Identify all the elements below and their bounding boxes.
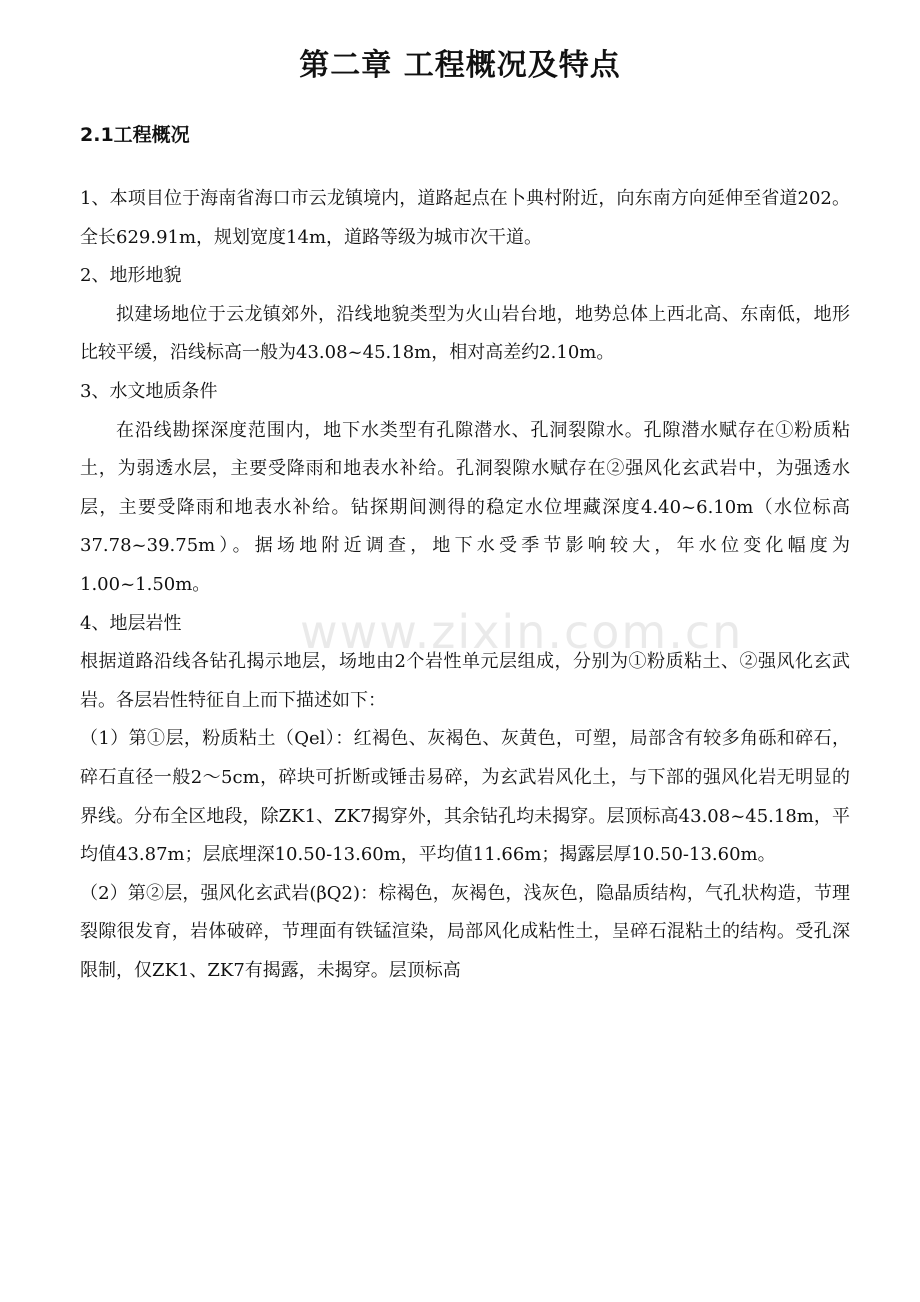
section-heading: 2.1工程概况 (80, 124, 190, 146)
paragraph-layer-1: （1）第①层，粉质粘土（Qel）：红褐色、灰褐色、灰黄色，可塑，局部含有较多角砾和碎石，碎石直径一般2～5cm，碎块可折断或锤击易碎，为玄武岩风化土，与下部的强风化岩无明显的界线。分布全区地段，除ZK1、ZK7揭穿外，其余钻孔均未揭穿。层顶标高43.08~45.18m，平均值43.87m；层底埋深10.50-13.60m，平均值11.66m；揭露层厚10.50-13.60m。 (80, 728, 850, 866)
paragraph-strata-intro: 根据道路沿线各钻孔揭示地层，场地由2个岩性单元层组成，分别为①粉质粘土、②强风化玄武岩。各层岩性特征自上而下描述如下： (80, 651, 850, 711)
watermark: www.zixin.com.cn (300, 605, 744, 659)
document-body (80, 180, 850, 990)
paragraph-hydrogeology: 在沿线勘探深度范围内，地下水类型有孔隙潜水、孔洞裂隙水。孔隙潜水赋存在①粉质粘土，为弱透水层，主要受降雨和地表水补给。孔洞裂隙水赋存在②强风化玄武岩中，为强透水层，主要受降雨和地表水补给。钻探期间测得的稳定水位埋藏深度4.40~6.10m（水位标高37.78~39.75m）。据场地附近调查，地下水受季节影响较大，年水位变化幅度为1.00~1.50m。 (80, 419, 850, 595)
heading-strata: 4、地层岩性 (80, 612, 182, 634)
paragraph-layer-2: （2）第②层，强风化玄武岩(βQ2)：棕褐色，灰褐色，浅灰色，隐晶质结构，气孔状构造，节理裂隙很发育，岩体破碎，节理面有铁锰渲染，局部风化成粘性土，呈碎石混粘土的结构。受孔深限制，仅ZK1、ZK7有揭露，未揭穿。层顶标高 (80, 882, 850, 981)
heading-terrain: 2、地形地貌 (80, 265, 182, 287)
heading-hydrogeology: 3、水文地质条件 (80, 380, 218, 402)
paragraph-terrain: 拟建场地位于云龙镇郊外，沿线地貌类型为火山岩台地，地势总体上西北高、东南低，地形比较平缓，沿线标高一般为43.08~45.18m，相对高差约2.10m。 (80, 303, 850, 364)
chapter-title: 第二章 工程概况及特点 (299, 48, 621, 83)
paragraph-project-location: 1、本项目位于海南省海口市云龙镇境内，道路起点在卜典村附近，向东南方向延伸至省道202。全长629.91m，规划宽度14m，道路等级为城市次干道。 (80, 188, 850, 248)
